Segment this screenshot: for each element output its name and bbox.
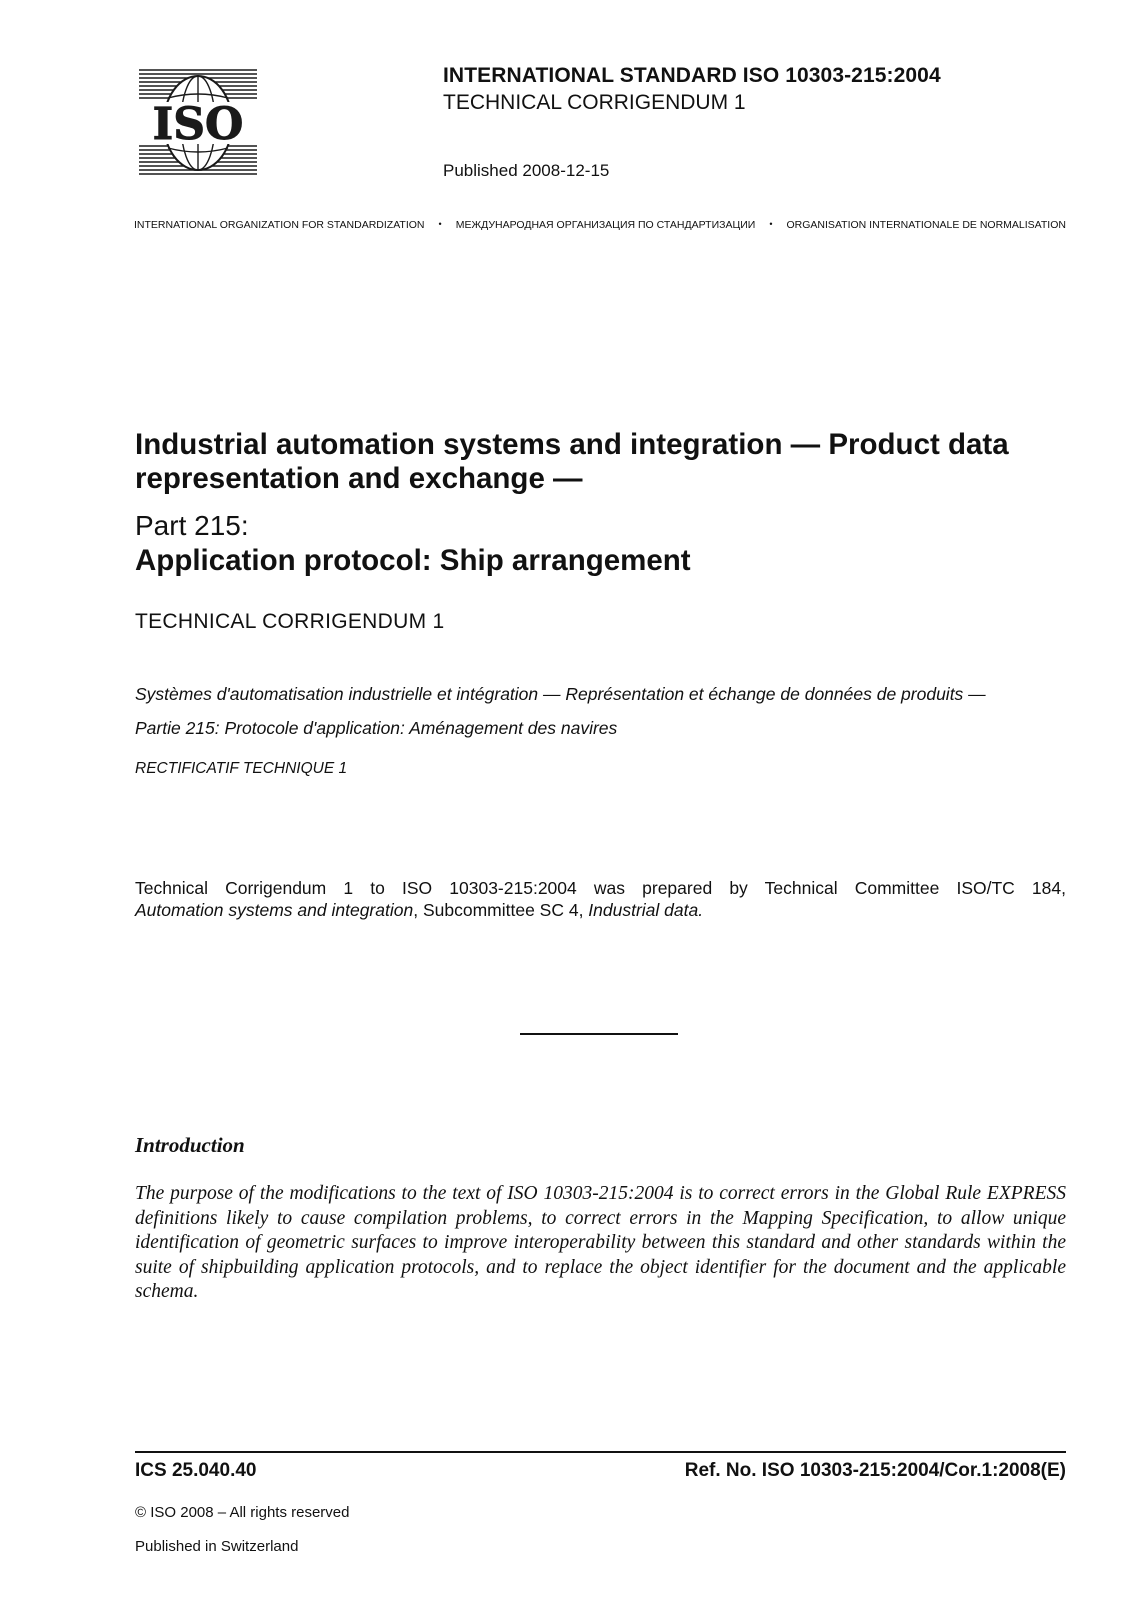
copyright-notice: © ISO 2008 – All rights reserved bbox=[135, 1504, 350, 1521]
document-title: Industrial automation systems and integration — Product data representation and exchange — bbox=[135, 428, 1009, 495]
organization-line bbox=[134, 219, 1066, 231]
org-name-russian: МЕЖДУНАРОДНАЯ ОРГАНИЗАЦИЯ ПО СТАНДАРТИЗАЦИИ bbox=[455, 219, 756, 231]
ics-code: ICS 25.040.40 bbox=[135, 1460, 257, 1481]
reference-number: Ref. No. ISO 10303-215:2004/Cor.1:2008(E) bbox=[684, 1460, 1066, 1481]
section-divider bbox=[520, 1033, 678, 1035]
standard-subtitle: TECHNICAL CORRIGENDUM 1 bbox=[443, 91, 746, 114]
org-name-english: INTERNATIONAL ORGANIZATION FOR STANDARDIZATION bbox=[134, 219, 425, 231]
preparation-statement bbox=[135, 877, 1066, 921]
separator-dot: • bbox=[438, 219, 442, 229]
committee-name: Automation systems and integration bbox=[135, 900, 414, 920]
introduction-heading: Introduction bbox=[135, 1133, 245, 1157]
french-part-title: Partie 215: Protocole d'application: Aménagement des navires bbox=[135, 718, 618, 738]
published-location: Published in Switzerland bbox=[135, 1538, 299, 1555]
separator-dot: • bbox=[769, 219, 773, 229]
subcommittee-name: Industrial data. bbox=[588, 900, 704, 920]
standard-title: INTERNATIONAL STANDARD ISO 10303-215:2004 bbox=[443, 64, 941, 87]
french-title: Systèmes d'automatisation industrielle et intégration — Représentation et échange de données de produits — bbox=[135, 684, 986, 704]
french-corrigendum-label: RECTIFICATIF TECHNIQUE 1 bbox=[135, 760, 348, 777]
preparation-line: Technical Corrigendum 1 to ISO 10303-215:2004 was prepared by Technical Committee ISO/TC 184, bbox=[135, 878, 1066, 898]
introduction-text: The purpose of the modifications to the text of ISO 10303-215:2004 is to correct errors in the Global Rule EXPRESS definitions likely to cause compilation problems, to correct errors in the Mapping Specification, to allow unique identification of geometric surfaces to improve interoperability between this standard and other standards within the suite of shipbuilding application protocols, and to replace the object identifier for the document and the applicable schema. bbox=[135, 1183, 1066, 1303]
svg-text:ISO: ISO bbox=[152, 99, 244, 150]
org-name-french: ORGANISATION INTERNATIONALE DE NORMALISATION bbox=[786, 219, 1066, 231]
iso-logo bbox=[139, 68, 257, 178]
subcommittee-text: , Subcommittee SC 4, bbox=[413, 900, 589, 920]
footer-rule bbox=[135, 1451, 1066, 1453]
part-title: Application protocol: Ship arrangement bbox=[135, 544, 691, 577]
part-label: Part 215: bbox=[135, 510, 249, 541]
published-date: Published 2008-12-15 bbox=[443, 161, 610, 180]
corrigendum-label: TECHNICAL CORRIGENDUM 1 bbox=[135, 610, 445, 633]
